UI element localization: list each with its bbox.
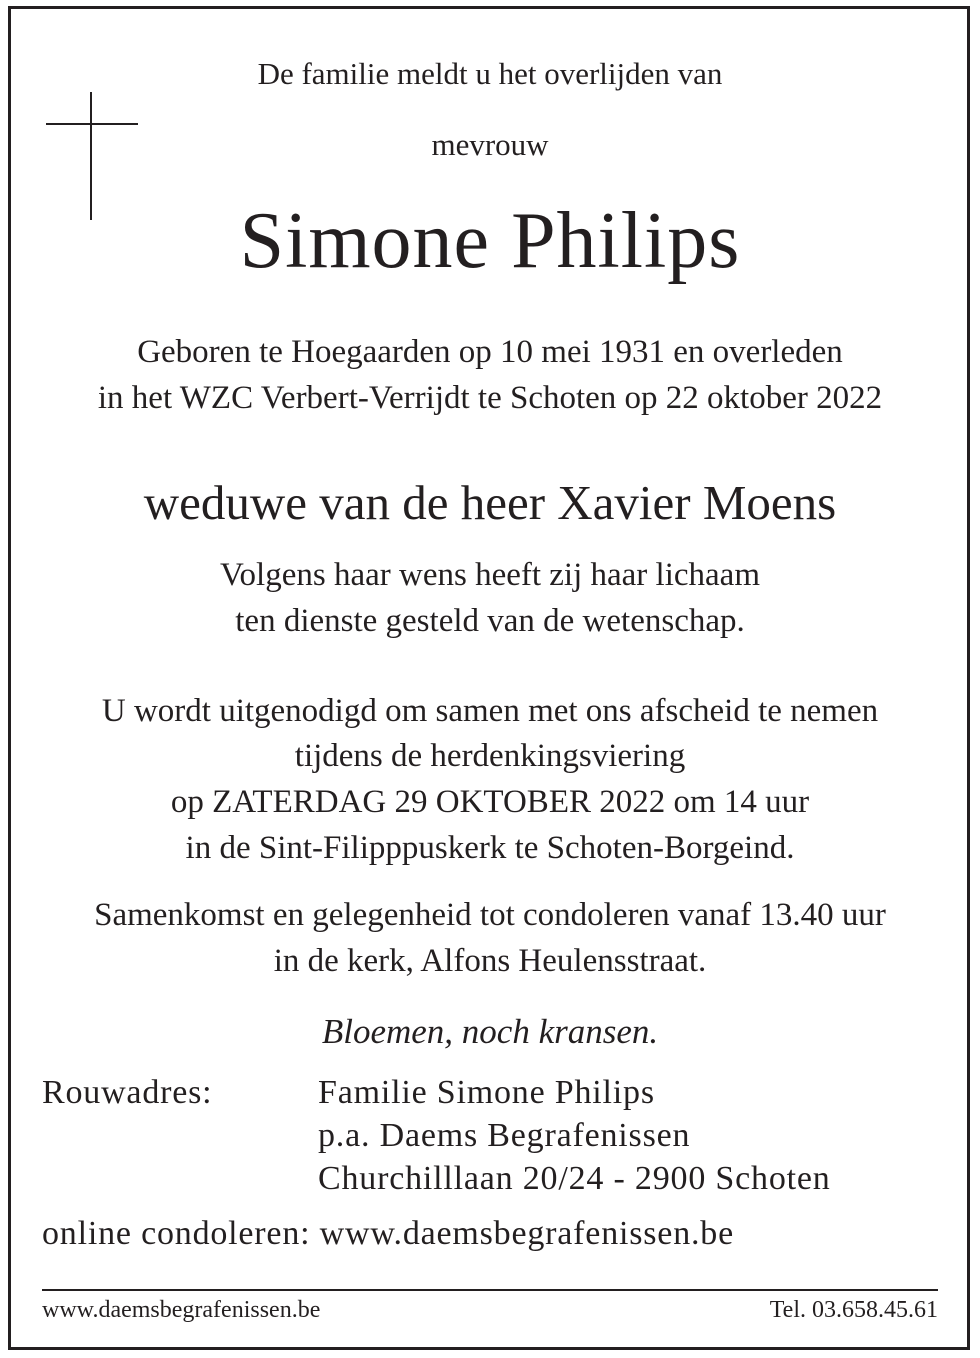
invitation-date: op ZATERDAG 29 OKTOBER 2022 om 14 uur bbox=[170, 784, 810, 820]
online-condolence: online condoleren: www.daemsbegrafenissen.be bbox=[42, 1215, 734, 1252]
title-word: mevrouw bbox=[431, 127, 549, 162]
intro-text: De familie meldt u het overlijden van bbox=[257, 56, 723, 91]
birth-line: Geboren te Hoegaarden op 10 mei 1931 en overleden bbox=[137, 334, 843, 370]
deceased-name: Simone Philips bbox=[239, 197, 741, 285]
mourning-address-line-3: Churchilllaan 20/24 - 2900 Schoten bbox=[318, 1160, 831, 1197]
widow-line: weduwe van de heer Xavier Moens bbox=[143, 475, 837, 530]
footer-phone: Tel. 03.658.45.61 bbox=[769, 1297, 938, 1323]
mourning-address-line-1: Familie Simone Philips bbox=[318, 1074, 655, 1111]
condolence-line-2: in de kerk, Alfons Heulensstraat. bbox=[273, 943, 707, 979]
condolence-line-1: Samenkomst en gelegenheid tot condoleren vanaf 13.40 uur bbox=[94, 897, 886, 933]
invitation-line-2: tijdens de herdenkingsviering bbox=[294, 738, 686, 774]
invitation-line-1: U wordt uitgenodigd om samen met ons afscheid te nemen bbox=[101, 693, 879, 729]
footer-website: www.daemsbegrafenissen.be bbox=[42, 1297, 321, 1323]
mourning-address-label: Rouwadres: bbox=[42, 1074, 213, 1111]
footer-divider bbox=[42, 1289, 938, 1291]
wish-line-1: Volgens haar wens heeft zij haar lichaam bbox=[219, 557, 760, 593]
invitation-location: in de Sint-Filipppuskerk te Schoten-Borgeind. bbox=[185, 830, 795, 866]
mourning-address-line-2: p.a. Daems Begrafenissen bbox=[318, 1117, 691, 1154]
death-line: in het WZC Verbert-Verrijdt te Schoten op 22 oktober 2022 bbox=[97, 380, 883, 416]
flowers-note: Bloemen, noch kransen. bbox=[321, 1012, 659, 1051]
wish-line-2: ten dienste gesteld van de wetenschap. bbox=[235, 603, 745, 639]
